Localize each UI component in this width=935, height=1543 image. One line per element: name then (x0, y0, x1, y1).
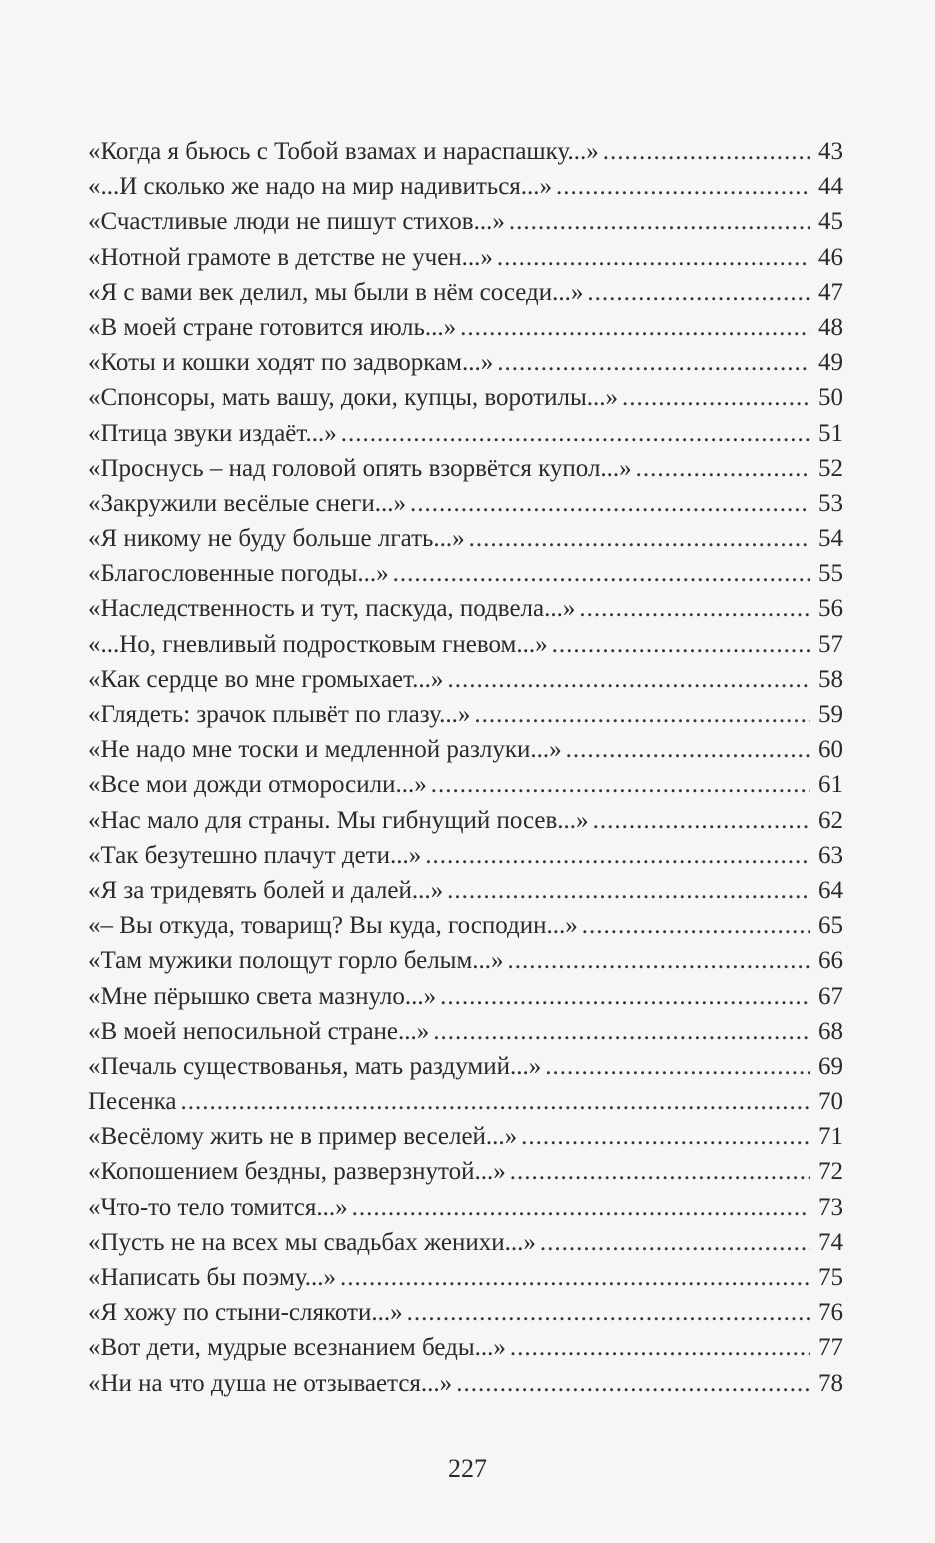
toc-entry-title: «Я с вами век делил, мы были в нём соседи...» (88, 278, 584, 306)
dot-leader (622, 380, 810, 415)
toc-entry-page: 78 (818, 1369, 843, 1397)
dot-leader (508, 943, 810, 978)
toc-entry-page: 77 (818, 1334, 843, 1362)
toc-entry (88, 1260, 843, 1295)
toc-entry (88, 1119, 843, 1154)
toc-entry-page: 68 (818, 1017, 843, 1045)
toc-entry (88, 943, 843, 978)
toc-entry-page: 69 (818, 1052, 843, 1080)
toc-entry-title: «Спонсоры, мать вашу, доки, купцы, воротилы...» (88, 384, 619, 412)
dot-leader (636, 451, 810, 486)
toc-entry-page: 60 (818, 736, 843, 764)
toc-entry (88, 380, 843, 415)
toc-entry-page: 49 (818, 349, 843, 377)
toc-entry (88, 591, 843, 626)
dot-leader (447, 662, 810, 697)
toc-entry (88, 873, 843, 908)
toc-entry-title: «В моей стране готовится июль...» (88, 313, 457, 341)
toc-entry-page: 52 (818, 454, 843, 482)
dot-leader (509, 204, 810, 239)
toc-entry-title: «Нотной грамоте в детстве не учен...» (88, 243, 493, 271)
toc-entry-title: «Я за тридевять болей и далей...» (88, 876, 444, 904)
toc-entry-title: «Я хожу по стыни-слякоти...» (88, 1299, 403, 1327)
toc-entry-page: 46 (818, 243, 843, 271)
toc-entry-title: «Все мои дожди отморосили...» (88, 771, 427, 799)
toc-entry-page: 62 (818, 806, 843, 834)
dot-leader (340, 1260, 810, 1295)
toc-entry-page: 53 (818, 489, 843, 517)
toc-entry-title: «Когда я бьюсь с Тобой взамах и нараспашку...» (88, 138, 599, 165)
toc-entry (88, 416, 843, 451)
page-number: 227 (448, 1454, 487, 1483)
toc-entry-page: 57 (818, 630, 843, 658)
toc-entry (88, 1084, 843, 1119)
toc-entry-title: «Птица звуки издаёт...» (88, 419, 337, 447)
dot-leader (587, 275, 810, 310)
toc-entry-title: «Там мужики полощут горло белым...» (88, 947, 504, 975)
dot-leader (510, 1154, 810, 1189)
toc-entry (88, 1225, 843, 1260)
toc-entry-page: 44 (818, 173, 843, 201)
dot-leader (603, 134, 810, 169)
dot-leader (393, 556, 810, 591)
toc-entry-page: 56 (818, 595, 843, 623)
toc-entry-title: «Коты и кошки ходят по задворкам...» (88, 349, 494, 377)
dot-leader (425, 838, 810, 873)
toc-entry (88, 345, 843, 380)
toc-entry-page: 64 (818, 876, 843, 904)
toc-entry (88, 1014, 843, 1049)
toc-entry-page: 73 (818, 1193, 843, 1221)
toc-entry-title: «Проснусь – над головой опять взорвётся купол...» (88, 454, 632, 482)
dot-leader (433, 1014, 810, 1049)
toc-entry (88, 240, 843, 275)
toc-entry-title: «Мне пёрышко света мазнуло...» (88, 982, 437, 1010)
toc-entry-page: 67 (818, 982, 843, 1010)
dot-leader (582, 908, 810, 943)
toc-entry (88, 1295, 843, 1330)
toc-entry (88, 1366, 843, 1401)
toc-entry-title: «Я никому не буду больше лгать...» (88, 525, 465, 553)
toc-entry-title: «Весёлому жить не в пример веселей...» (88, 1123, 518, 1151)
dot-leader (341, 416, 810, 451)
toc-entry (88, 803, 843, 838)
dot-leader (474, 697, 810, 732)
toc-entry-title: «Счастливые люди не пишут стихов...» (88, 208, 505, 236)
toc-entry-title: «Так безутешно плачут дети...» (88, 841, 422, 869)
toc-entry-page: 59 (818, 701, 843, 728)
dot-leader (460, 310, 810, 345)
toc-entry (88, 521, 843, 556)
toc-entry (88, 310, 843, 345)
dot-leader (469, 521, 810, 556)
dot-leader (552, 627, 810, 662)
toc-entry (88, 908, 843, 943)
dot-leader (352, 1190, 810, 1225)
toc-entry-page: 47 (818, 278, 843, 306)
dot-leader (440, 979, 810, 1014)
toc-entry-page: 50 (818, 384, 843, 412)
toc-entry-page: 55 (818, 560, 843, 588)
dot-leader (497, 240, 810, 275)
toc-entry-page: 74 (818, 1228, 843, 1256)
toc-entry (88, 134, 843, 169)
dot-leader (540, 1225, 810, 1260)
toc-entry-page: 48 (818, 313, 843, 341)
dot-leader (410, 486, 810, 521)
dot-leader (579, 591, 810, 626)
toc-entry-title: Песенка (88, 1088, 177, 1116)
toc-entry-title: «Копошением бездны, разверзнутой...» (88, 1158, 506, 1186)
toc-entry-page: 65 (818, 912, 843, 940)
toc-entry-page: 71 (818, 1123, 843, 1151)
toc-entry (88, 451, 843, 486)
toc-entry-title: «Закружили весёлые снеги...» (88, 489, 407, 517)
toc-entry-title: «Как сердце во мне громыхает...» (88, 665, 444, 693)
toc-entry-page: 58 (818, 665, 843, 693)
toc-entry-page: 43 (818, 138, 843, 165)
toc-entry (88, 1190, 843, 1225)
toc-entry-title: «Наследственность и тут, паскуда, подвела...» (88, 595, 576, 623)
toc-entry-title: «Не надо мне тоски и медленной разлуки...» (88, 736, 562, 764)
toc-entry-page: 54 (818, 525, 843, 553)
toc-entry-page: 63 (818, 841, 843, 869)
toc-entry (88, 1330, 843, 1365)
toc-entry-title: «Печаль существованья, мать раздумий...» (88, 1052, 542, 1080)
dot-leader (431, 767, 810, 802)
dot-leader (447, 873, 810, 908)
toc-entry (88, 767, 843, 802)
toc-entry (88, 732, 843, 767)
toc-entry-page: 70 (818, 1088, 843, 1116)
toc-entry (88, 1154, 843, 1189)
dot-leader (566, 732, 810, 767)
toc-entry (88, 1049, 843, 1084)
dot-leader (181, 1084, 810, 1119)
toc-entry (88, 627, 843, 662)
toc-entry (88, 697, 843, 732)
dot-leader (456, 1366, 810, 1401)
dot-leader (556, 169, 810, 204)
toc-entry-title: «...Но, гневливый подростковым гневом...» (88, 630, 548, 658)
table-of-contents (88, 134, 843, 1401)
toc-entry-page: 61 (818, 771, 843, 799)
dot-leader (593, 803, 810, 838)
toc-entry (88, 275, 843, 310)
dot-leader (407, 1295, 810, 1330)
toc-entry (88, 204, 843, 239)
toc-entry-title: «Глядеть: зрачок плывёт по глазу...» (88, 701, 471, 728)
dot-leader (521, 1119, 810, 1154)
dot-leader (510, 1330, 810, 1365)
toc-entry (88, 838, 843, 873)
toc-entry-page: 75 (818, 1264, 843, 1291)
toc-entry (88, 486, 843, 521)
toc-entry-title: «...И сколько же надо на мир надивиться...» (88, 173, 553, 201)
toc-entry-page: 51 (818, 419, 843, 447)
toc-entry-title: «Пусть не на всех мы свадьбах женихи...» (88, 1228, 536, 1256)
dot-leader (497, 345, 810, 380)
toc-entry-title: «Что-то тело томится...» (88, 1193, 348, 1221)
toc-entry (88, 979, 843, 1014)
toc-entry (88, 556, 843, 591)
dot-leader (545, 1049, 810, 1084)
toc-entry-title: «Вот дети, мудрые всезнанием беды...» (88, 1334, 506, 1362)
toc-entry-page: 45 (818, 208, 843, 236)
toc-entry-page: 66 (818, 947, 843, 975)
toc-entry-title: «В моей непосильной стране...» (88, 1017, 430, 1045)
toc-entry (88, 169, 843, 204)
toc-entry-page: 72 (818, 1158, 843, 1186)
toc-entry (88, 662, 843, 697)
toc-entry-title: «Ни на что душа не отзывается...» (88, 1369, 453, 1397)
toc-entry-page: 76 (818, 1299, 843, 1327)
toc-entry-title: «– Вы откуда, товарищ? Вы куда, господин...» (88, 912, 578, 940)
toc-entry-title: «Благословенные погоды...» (88, 560, 389, 588)
toc-entry-title: «Написать бы поэму...» (88, 1264, 337, 1291)
toc-entry-title: «Нас мало для страны. Мы гибнущий посев...» (88, 806, 589, 834)
